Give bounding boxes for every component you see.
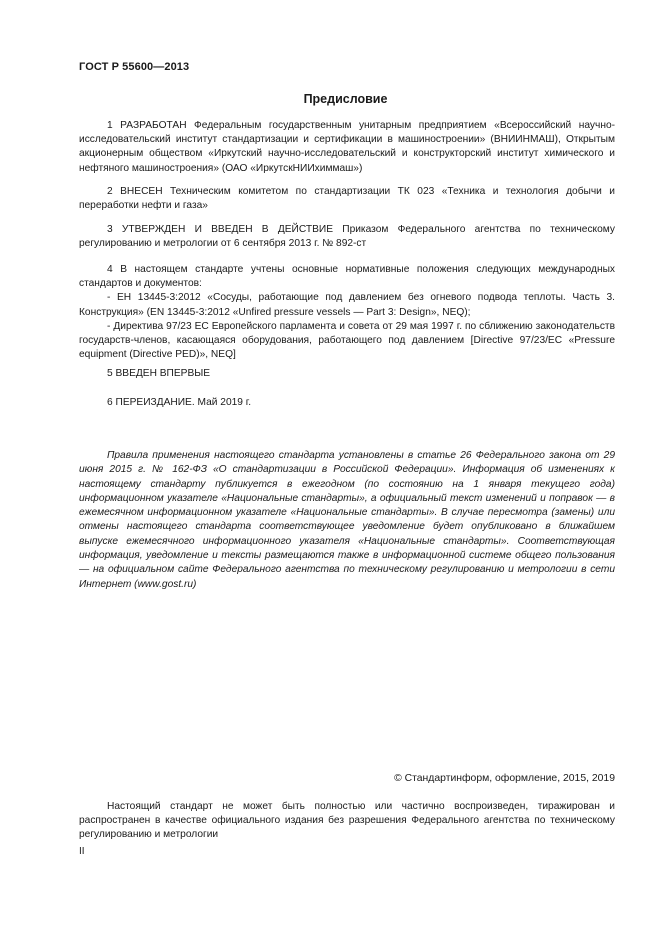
- section-2: [79, 185, 615, 213]
- application-rules-notice: [79, 449, 615, 592]
- section-5: [79, 367, 615, 381]
- section-5-text: 5 ВВЕДЕН ВПЕРВЫЕ: [107, 368, 211, 379]
- section-4: [79, 263, 615, 362]
- section-3-text: 3 УТВЕРЖДЕН И ВВЕДЕН В ДЕЙСТВИЕ Приказом Федерального агентства по техническому регулированию и метрологии от 6 сентября 2013 г. № 892-ст: [79, 224, 615, 250]
- page-title: Предисловие: [303, 92, 388, 106]
- section-6: [79, 396, 615, 410]
- notice-text: Правила применения настоящего стандарта установлены в статье 26 Федерального закона от 29 июня 2015 г. № 162-ФЗ «О стандартизации в Российской Федерации». Информация об изменениях к настоящему стандарту публикуется в ежегодном (по состоянию на 1 января текущего года) информационном указателе «Национальные стандарты», а официальный текст изменений и поправок — в ежемесячном информационном указателе «Национальные стандарты». В случае пересмотра (замены) или отмены настоящего стандарта соответствующее уведомление будет опубликовано в ближайшем выпуске ежемесячного информационного указателя «Национальные стандарты». Соответствующая информация, уведомление и тексты размещаются также в информационной системе общего пользования — на официальном сайте Федерального агентства по техническому регулированию и метрологии в сети Интернет (www.gost.ru): [79, 450, 615, 590]
- section-4-intro: 4 В настоящем стандарте учтены основные нормативные положения следующих международных стандартов и документов:: [79, 264, 615, 290]
- reproduction-notice: [79, 800, 615, 843]
- section-2-text: 2 ВНЕСЕН Техническим комитетом по стандартизации ТК 023 «Техника и технология добычи и переработки нефти и газа»: [79, 186, 615, 212]
- standard-code: ГОСТ Р 55600—2013: [79, 61, 190, 73]
- section-4-item-2: - Директива 97/23 ЕС Европейского парламента и совета от 29 мая 1997 г. по сближению законодательств государств-членов, касающаяся оборудования, работающего под давлением [Directive 97/23/EC «Pressure equipment (Directive PED)», NEQ]: [79, 320, 615, 361]
- section-1: [79, 119, 615, 176]
- legal-text: Настоящий стандарт не может быть полностью или частично воспроизведен, тиражирован и распространен в качестве официального издания без разрешения Федерального агентства по техническому регулированию и метрологии: [79, 801, 615, 841]
- copyright-line: © Стандартинформ, оформление, 2015, 2019: [394, 773, 615, 784]
- section-4-item-1: - ЕН 13445-3:2012 «Сосуды, работающие под давлением без огневого подвода теплоты. Часть 3. Конструкция» (EN 13445-3:2012 «Unfired pressure vessels — Part 3: Design», NEQ);: [79, 292, 615, 318]
- section-6-text: 6 ПЕРЕИЗДАНИЕ. Май 2019 г.: [107, 397, 252, 408]
- section-3: [79, 223, 615, 251]
- page-number: II: [79, 846, 85, 857]
- section-1-text: 1 РАЗРАБОТАН Федеральным государственным унитарным предприятием «Всероссийский научно-исследовательский институт стандартизации и сертификации в машиностроении» (ВНИИНМАШ), Открытым акционерным обществом «Иркутский научно-исследовательский и конструкторский институт химического и нефтяного машиностроения» (ОАО «ИркутскНИИхиммаш»): [79, 120, 615, 174]
